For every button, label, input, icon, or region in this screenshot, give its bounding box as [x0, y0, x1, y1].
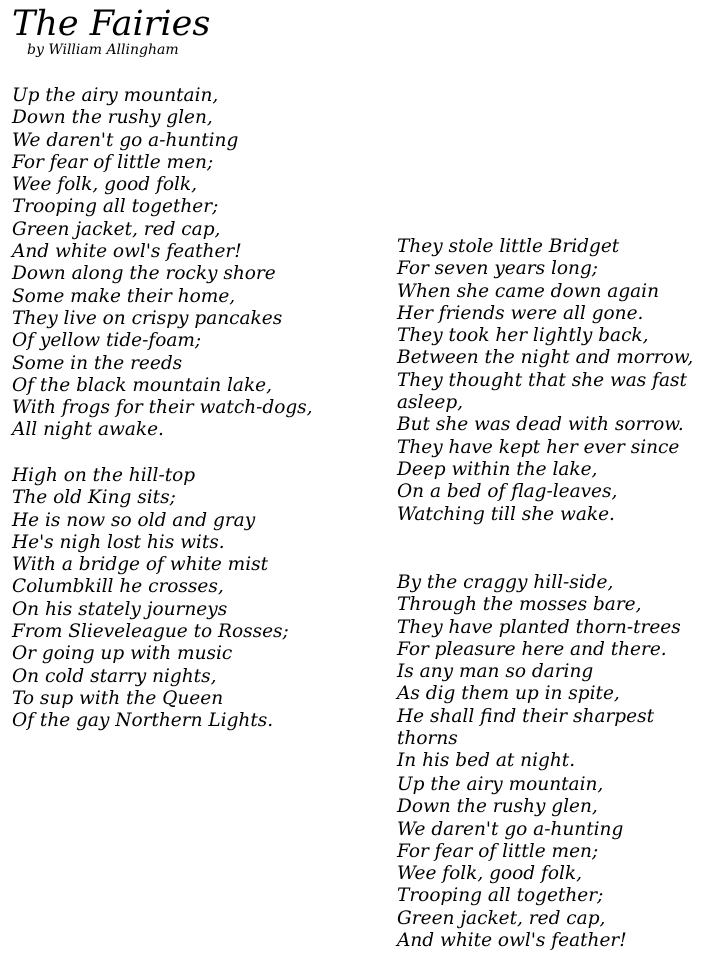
- poem-line: And white owl's feather!: [397, 930, 627, 952]
- poem-line: Some make their home,: [12, 285, 236, 307]
- poem-line: Down the rushy glen,: [12, 107, 213, 129]
- poem-line: Deep within the lake,: [397, 458, 598, 480]
- poem-line: Watching till she wake.: [397, 503, 615, 525]
- poem-line: For fear of little men;: [397, 840, 599, 862]
- poem-line: When she came down again: [397, 280, 660, 302]
- poem-line: By the craggy hill-side,: [397, 572, 614, 593]
- poem-line: Green jacket, red cap,: [12, 218, 221, 240]
- poem-line: Is any man so daring: [397, 661, 594, 683]
- poem-line: Green jacket, red cap,: [397, 907, 606, 929]
- poem-line: But she was dead with sorrow.: [397, 414, 684, 436]
- poem-line: For pleasure here and there.: [397, 638, 667, 660]
- poem-line: On his stately journeys: [12, 598, 228, 620]
- poem-line: Down along the rocky shore: [12, 263, 276, 285]
- poem-line: Or going up with music: [12, 643, 233, 665]
- poem-line: On cold starry nights,: [12, 665, 217, 687]
- poem-line: With a bridge of white mist: [12, 554, 269, 576]
- poem-line: They stole little Bridget: [397, 236, 620, 257]
- poem-line: Of the gay Northern Lights.: [12, 710, 274, 732]
- poem-line: From Slieveleague to Rosses;: [12, 621, 289, 643]
- poem-line: To sup with the Queen: [12, 687, 224, 709]
- poem-line: Wee folk, good folk,: [397, 863, 582, 885]
- poem-line: Trooping all together;: [12, 196, 219, 218]
- poem-line: They live on crispy pancakes: [12, 307, 283, 329]
- poem-line: Some in the reeds: [12, 352, 183, 374]
- poem-line: He shall find their sharpest thorns: [397, 705, 655, 750]
- poem-line: They have kept her ever since: [397, 436, 680, 458]
- poem-line: They took her lightly back,: [397, 325, 649, 347]
- poem-line: For fear of little men;: [12, 151, 214, 173]
- poem-line: Up the airy mountain,: [397, 774, 604, 795]
- poem-line: As dig them up in spite,: [397, 683, 620, 705]
- poem-line: They thought that she was fast asleep,: [397, 369, 687, 414]
- poem-line: We daren't go a-hunting: [12, 129, 239, 151]
- poem-line: Trooping all together;: [397, 885, 604, 907]
- poem-line: And white owl's feather!: [12, 241, 242, 263]
- poem-line: Of yellow tide-foam;: [12, 330, 202, 352]
- poem-line: Between the night and morrow,: [397, 347, 694, 369]
- poem-line: Wee folk, good folk,: [12, 174, 197, 196]
- poem-line: Through the mosses bare,: [397, 594, 642, 616]
- poem-line: Up the airy mountain,: [12, 85, 219, 106]
- poem-line: On a bed of flag-leaves,: [397, 481, 618, 503]
- poem-line: Down the rushy glen,: [397, 796, 598, 818]
- stanza: [397, 236, 709, 526]
- poem-author: by William Allingham: [27, 42, 179, 58]
- poem-line: High on the hill-top: [12, 465, 196, 486]
- poem-line: The old King sits;: [12, 487, 176, 509]
- poem-line: He's nigh lost his wits.: [12, 531, 225, 553]
- poem-title: The Fairies: [12, 4, 211, 44]
- poem-line: With frogs for their watch-dogs,: [12, 397, 313, 419]
- poem-line: He is now so old and gray: [12, 509, 256, 531]
- poem-line: They have planted thorn-trees: [397, 616, 681, 638]
- poem-line: We daren't go a-hunting: [397, 818, 624, 840]
- poem-line: For seven years long;: [397, 258, 599, 280]
- poem-line: Her friends were all gone.: [397, 302, 644, 324]
- stanza: [397, 774, 709, 952]
- stanza: [12, 85, 382, 442]
- poem-line: All night awake.: [12, 419, 164, 441]
- poem-line: Of the black mountain lake,: [12, 374, 272, 396]
- poem-line: In his bed at night.: [397, 750, 576, 772]
- stanza: [12, 465, 382, 733]
- stanza: [397, 572, 709, 773]
- poem-line: Columbkill he crosses,: [12, 576, 224, 598]
